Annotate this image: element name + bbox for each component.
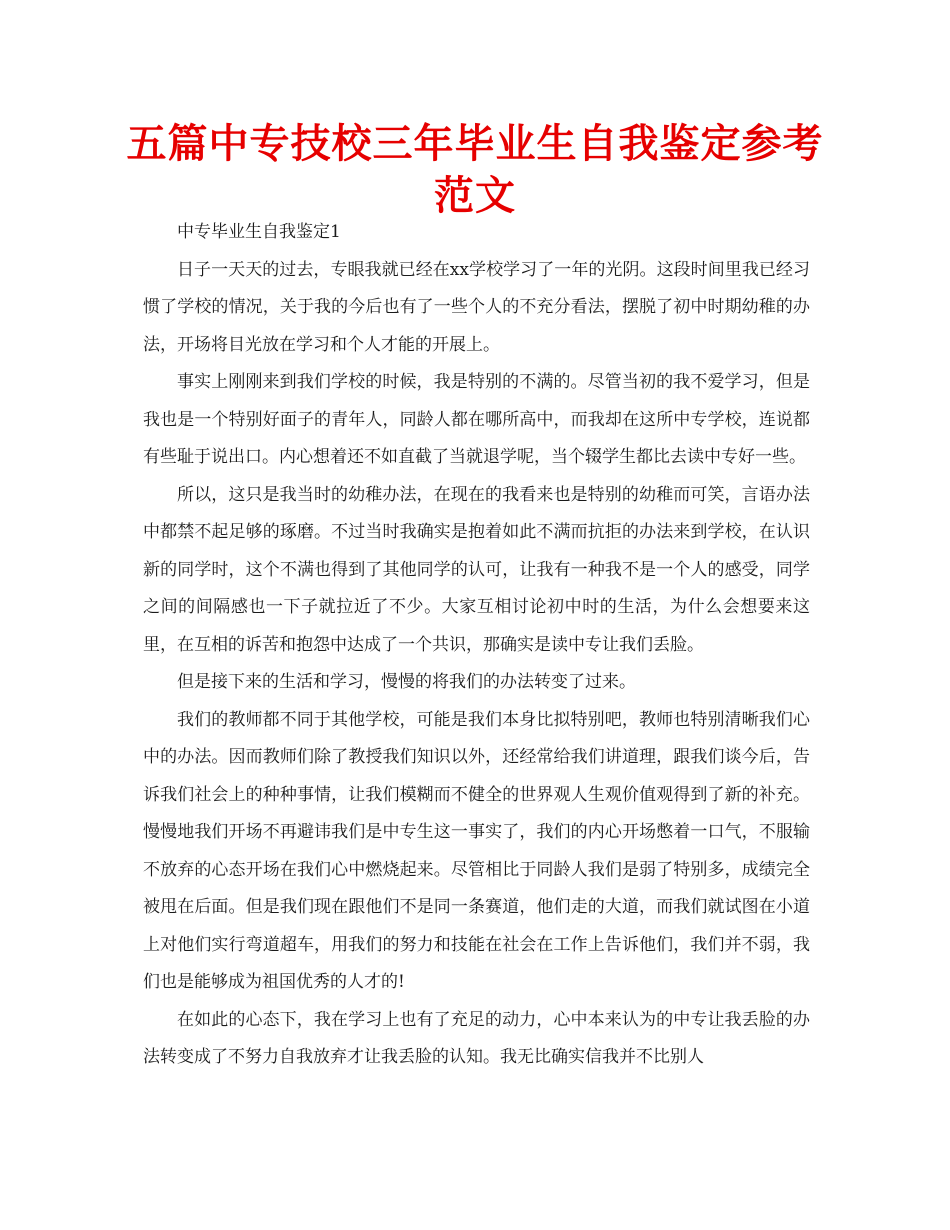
paragraph: 日子一天天的过去，专眼我就已经在xx学校学习了一年的光阴。这段时间里我已经习惯了学校的情况，关于我的今后也有了一些个人的不充分看法，摆脱了初中时期幼稚的办法，开场将目光放在学习和个人才能的开展上。 (143, 259, 810, 355)
document-title: 五篇中专技校三年毕业生自我鉴定参考范文 (126, 121, 824, 219)
paragraph: 所以，这只是我当时的幼稚办法，在现在的我看来也是特别的幼稚而可笑，言语办法中都禁不起足够的琢磨。不过当时我确实是抱着如此不满而抗拒的办法来到学校，在认识新的同学时，这个不满也得到了其他同学的认可，让我有一种我不是一个人的感受，同学之间的间隔感也一下子就拉近了不少。大家互相讨论初中时的生活，为什么会想要来这里，在互相的诉苦和抱怨中达成了一个共识，那确实是读中专让我们丢脸。 (143, 484, 810, 655)
document-body (143, 214, 810, 1077)
paragraph: 事实上刚刚来到我们学校的时候，我是特别的不满的。尽管当初的我不爱学习，但是我也是一个特别好面子的青年人，同龄人都在哪所高中，而我却在这所中专学校，连说都有些耻于说出口。内心想着还不如直截了当就退学呢，当个辍学生都比去读中专好一些。 (143, 372, 810, 467)
paragraph: 我们的教师都不同于其他学校，可能是我们本身比拟特别吧，教师也特别清晰我们心中的办法。因而教师们除了教授我们知识以外，还经常给我们讲道理，跟我们谈今后，告诉我们社会上的种种事情，让我们模糊而不健全的世界观人生观价值观得到了新的补充。慢慢地我们开场不再避讳我们是中专生这一事实了，我们的内心开场憋着一口气，不服输不放弃的心态开场在我们心中燃烧起来。尽管相比于同龄人我们是弱了特别多，成绩完全被甩在后面。但是我们现在跟他们不是同一条赛道，他们走的大道，而我们就试图在小道上对他们实行弯道超车，用我们的努力和技能在社会在工作上告诉他们，我们并不弱，我们也是能够成为祖国优秀的人才的! (143, 709, 810, 992)
paragraph: 在如此的心态下，我在学习上也有了充足的动力，心中本来认为的中专让我丢脸的办法转变成了不努力自我放弃才让我丢脸的认知。我无比确实信我并不比别人 (143, 1009, 810, 1067)
paragraph: 但是接下来的生活和学习，慢慢的将我们的办法转变了过来。 (177, 672, 636, 692)
paragraph-heading: 中专毕业生自我鉴定1 (177, 222, 341, 242)
